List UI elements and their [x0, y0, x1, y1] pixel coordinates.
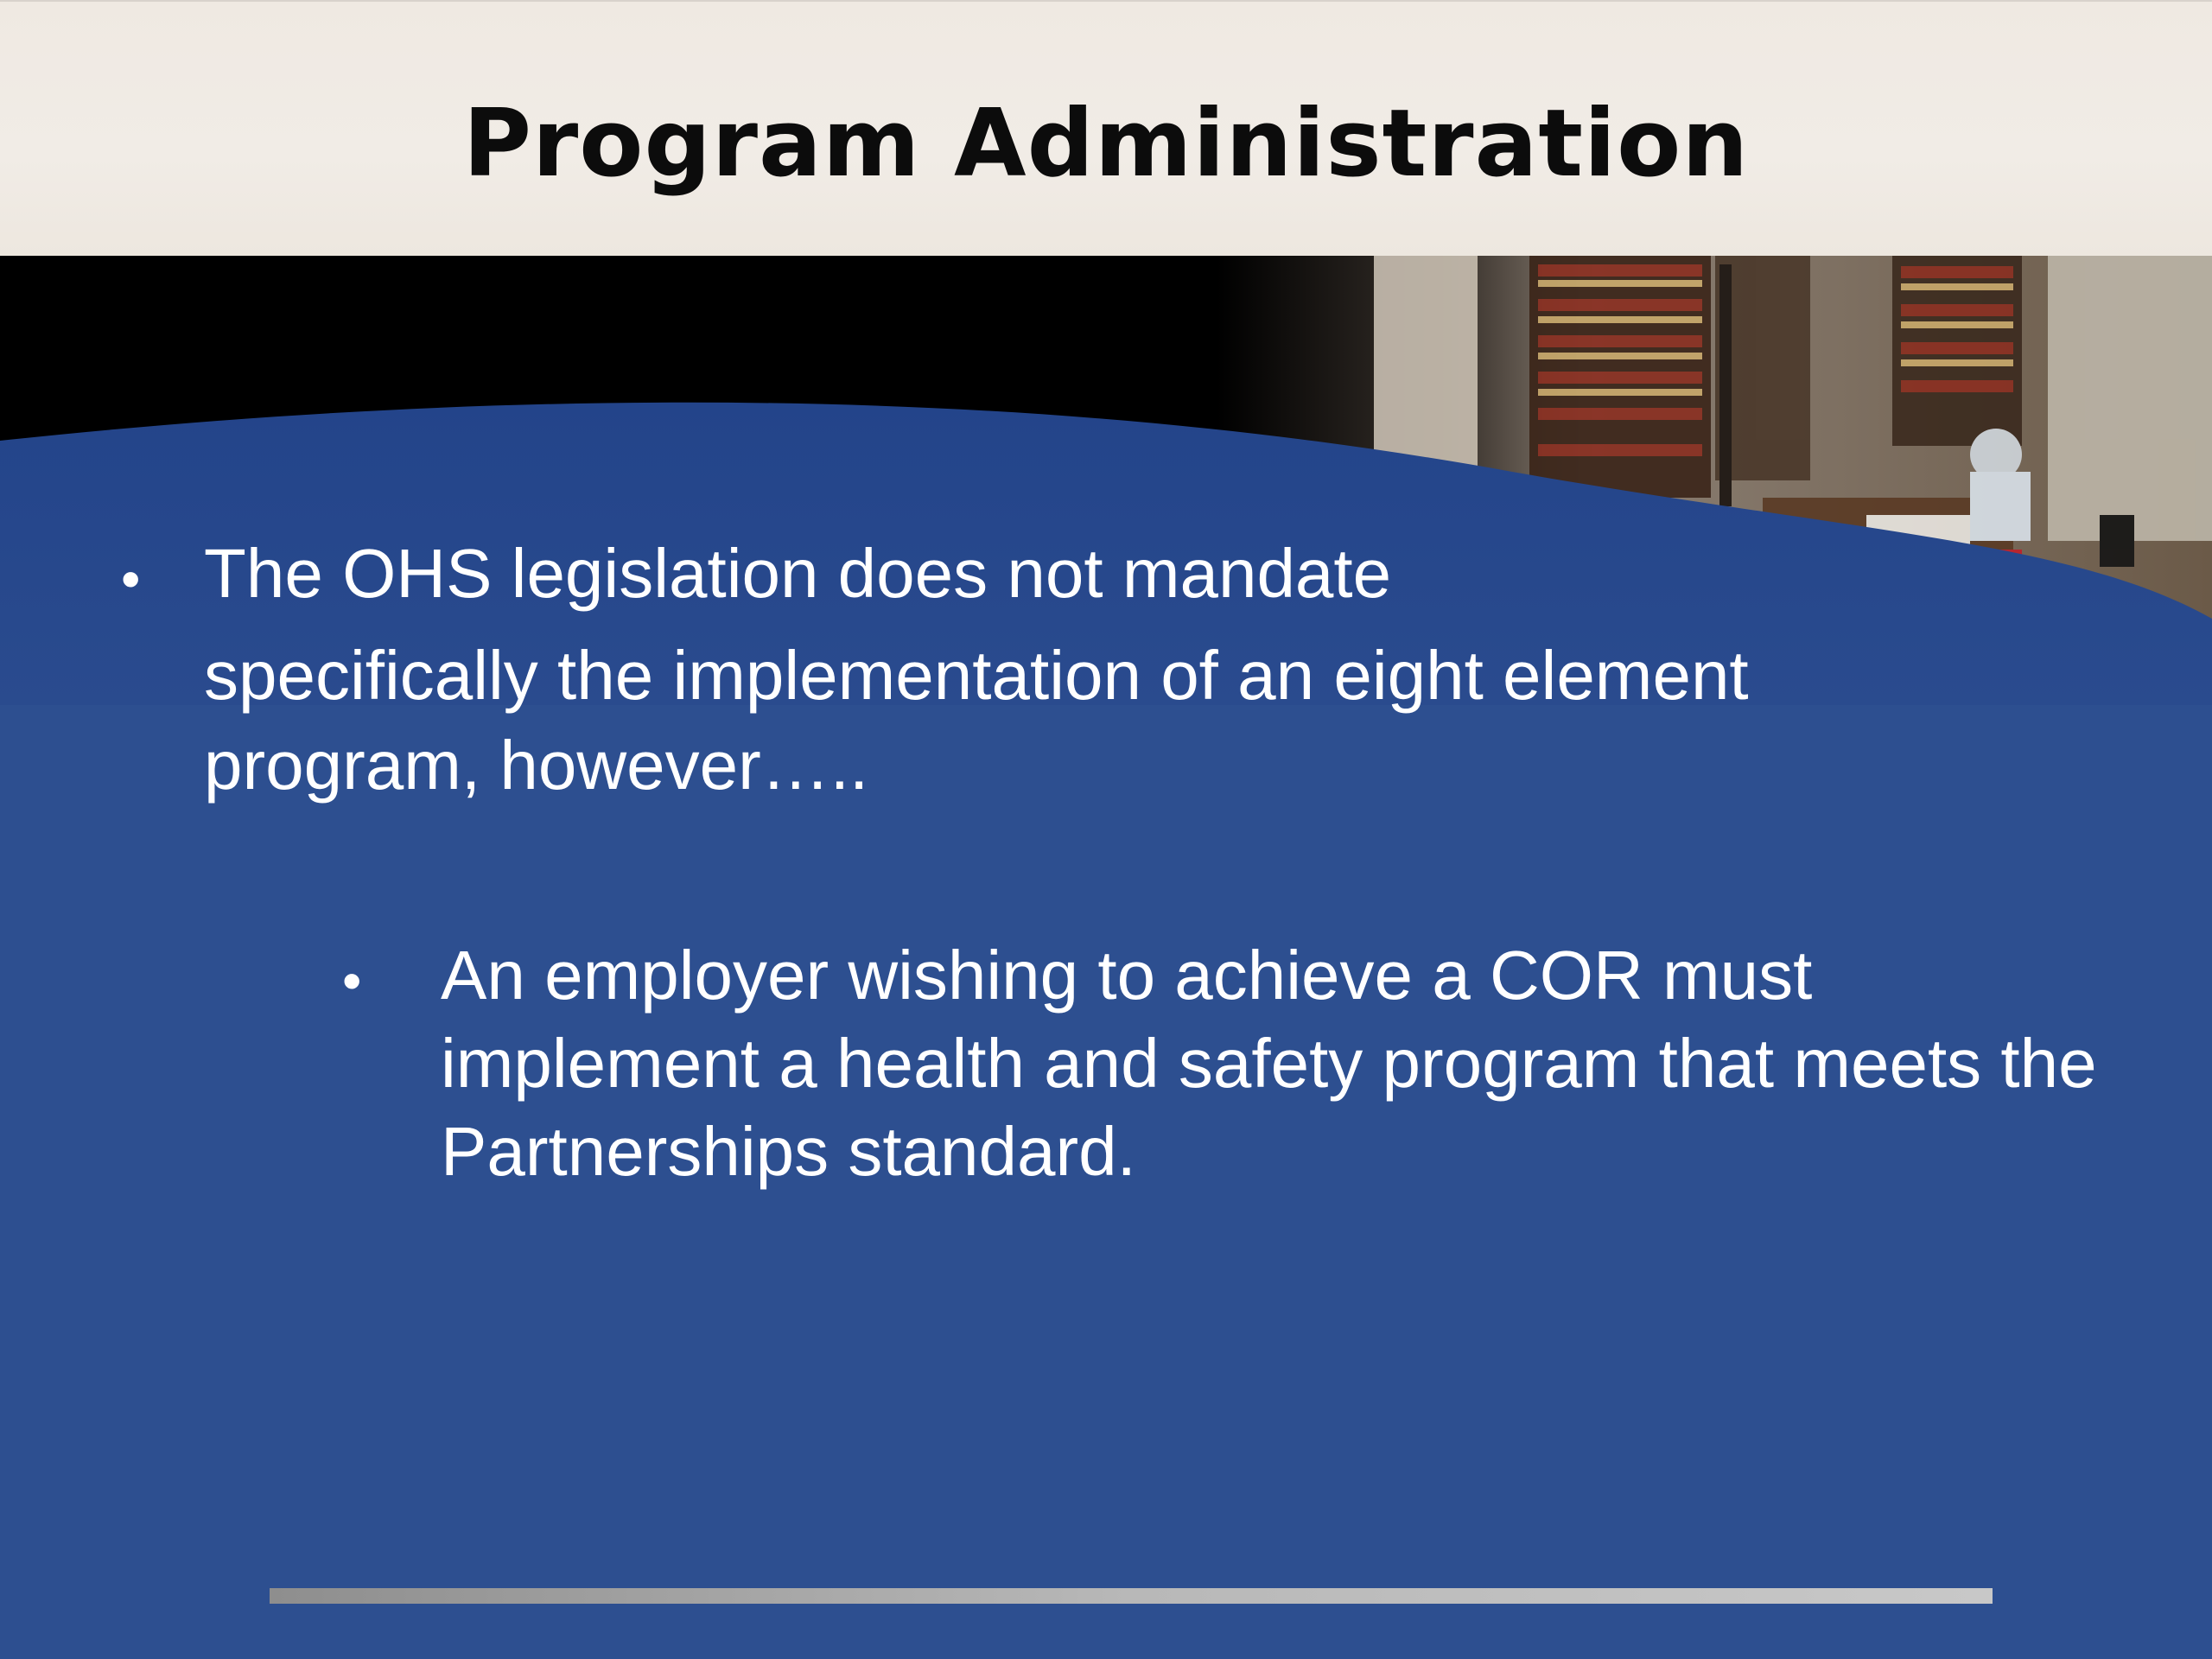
bullet-text-rest: specifically the implementation of an eight element program, however…..: [204, 637, 1749, 804]
bullet-glyph: •: [121, 548, 141, 610]
bullet-level2: [342, 931, 2105, 1196]
sub-bullet-text: An employer wishing to achieve a COR must implement a health and safety program that meets the Partnerships standard.: [441, 937, 2097, 1190]
footer-divider: [270, 1588, 1993, 1604]
bullet-level1: [121, 529, 1953, 810]
sub-bullet-glyph: •: [342, 950, 362, 1012]
slide-title: Program Administration: [462, 90, 1750, 198]
bullet-text-line1: The OHS legislation does not mandate: [204, 535, 1392, 612]
bullet-item: [121, 529, 1953, 810]
title-bar: [0, 0, 2212, 256]
sub-bullet-item: [342, 931, 2105, 1196]
